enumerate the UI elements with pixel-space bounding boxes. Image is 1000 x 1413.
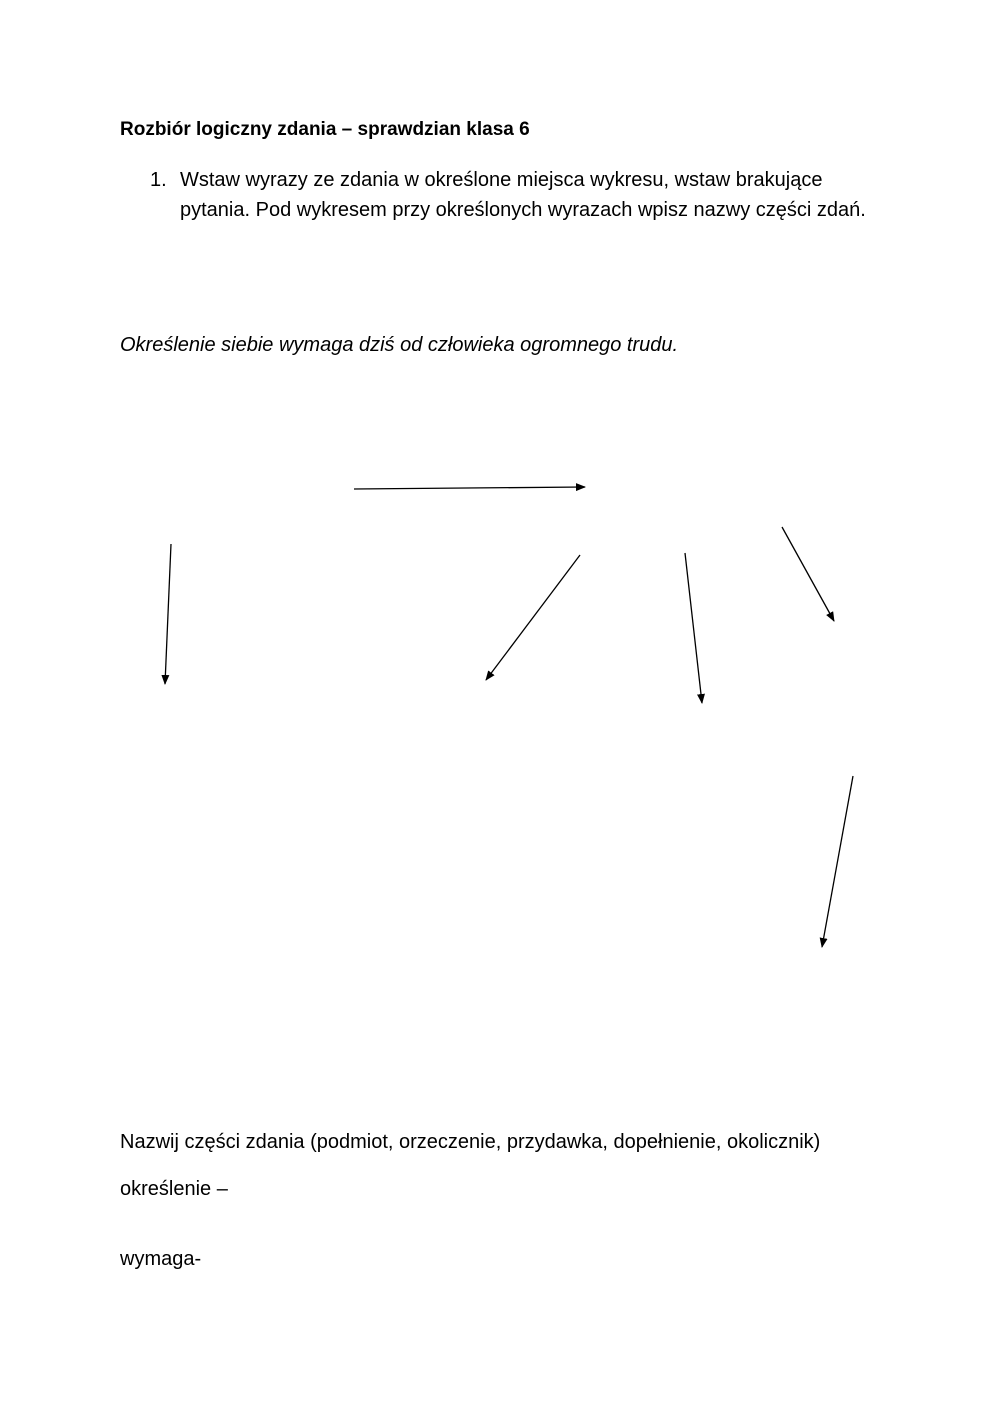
page-title: Rozbiór logiczny zdania – sprawdzian klasa 6 bbox=[120, 119, 530, 140]
diagram-arrow bbox=[354, 487, 585, 489]
diagram-arrow bbox=[822, 776, 853, 947]
task-instruction bbox=[150, 165, 880, 225]
parts-of-sentence-instruction: Nazwij części zdania (podmiot, orzeczenie, przydawka, dopełnienie, okolicznik) bbox=[120, 1131, 821, 1153]
example-sentence: Określenie siebie wymaga dziś od człowieka ogromnego trudu. bbox=[120, 334, 679, 356]
task-number: 1. bbox=[150, 169, 167, 191]
diagram-arrow bbox=[782, 527, 834, 621]
task-text: Wstaw wyrazy ze zdania w określone miejsca wykresu, wstaw brakujące pytania. Pod wykresem przy określonych wyrazach wpisz nazwy części zdań. bbox=[180, 169, 866, 221]
diagram-arrow bbox=[685, 553, 702, 703]
diagram-arrow bbox=[165, 544, 171, 684]
answer-line: wymaga- bbox=[120, 1248, 202, 1270]
diagram-arrow bbox=[486, 555, 580, 680]
answer-line: określenie – bbox=[120, 1178, 228, 1200]
